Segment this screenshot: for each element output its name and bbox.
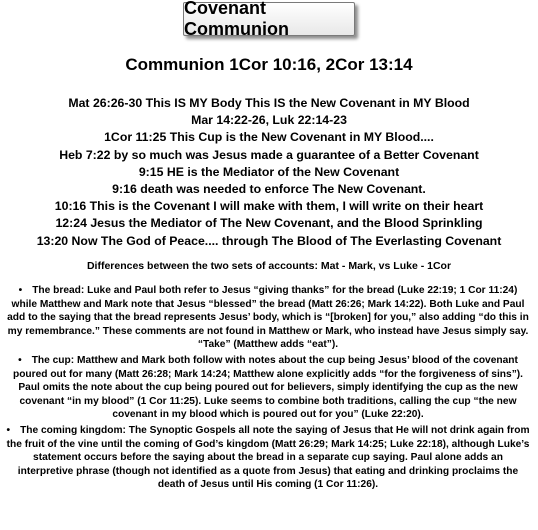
- list-item: [6, 424, 530, 492]
- bullet-icon: •: [18, 285, 23, 296]
- differences-list: [6, 284, 530, 494]
- differences-heading: Differences between the two sets of accounts: Mat - Mark, vs Luke - 1Cor: [86, 260, 452, 272]
- title-box: [183, 0, 355, 39]
- reference-line: 12:24 Jesus the Mediator of The New Covenant, and the Blood Sprinkling: [55, 216, 483, 231]
- bullet-text: The bread: Luke and Paul both refer to Jesus “giving thanks” for the bread (Luke 22:19; 1 Cor 11:24) while Matthew and Mark note that Jesus “blessed” the bread (Matt 26:26; Mark 14:22). Both Luke and Paul add to the saying that the bread represents Jesus’ body, which is “[broken] for you,” also adding “do this in my remembrance.” These comments are not found in Matthew or Mark, who instead have Jesus simply say. “Take” (Matthew adds “eat”).: [7, 285, 529, 351]
- reference-line: 13:20 Now The God of Peace.... through The Blood of The Everlasting Covenant: [36, 233, 502, 248]
- list-item: [6, 284, 530, 352]
- reference-line: 10:16 This is the Covenant I will make with them, I will write on their heart: [54, 199, 484, 214]
- bullet-text: The coming kingdom: The Synoptic Gospels all note the saying of Jesus that He will not drink again from the fruit of the vine until the coming of God’s kingdom (Matt 26:29; Mark 14:25; Luke 22:18), although Luke’s statement occurs before the saying about the bread in a separate cup saying. Paul alone adds an interpretive phrase (though not identified as a quote from Jesus) that eating and drinking proclaims the death of Jesus until His coming (1 Cor 11:26).: [6, 424, 530, 491]
- reference-line: Mar 14:22-26, Luk 22:14-23: [191, 113, 347, 128]
- reference-line: Heb 7:22 by so much was Jesus made a guarantee of a Better Covenant: [59, 147, 479, 162]
- bullet-text: The cup: Matthew and Mark both follow with notes about the cup being Jesus’ blood of the covenant poured out for many (Matt 26:28; Mark 14:24; Matthew alone explicitly adds “for the forgiveness of sins”). Paul omits the note about the cup being poured out for believers, simply identifying the cup as the new covenant “in my blood” (1 Cor 11:25). Luke seems to combine both traditions, calling the cup “the new covenant in my blood which is poured out for you” (Luke 22:20).: [12, 354, 524, 421]
- reference-line: Mat 26:26-30 This IS MY Body This IS the New Covenant in MY Blood: [68, 96, 470, 110]
- list-item: [6, 354, 530, 422]
- reference-line: 9:16 death was needed to enforce The New Covenant.: [112, 182, 426, 197]
- subtitle: Communion 1Cor 10:16, 2Cor 13:14: [125, 55, 413, 74]
- scripture-references: [0, 95, 538, 250]
- reference-line: 9:15 HE is the Mediator of the New Covenant: [138, 164, 400, 179]
- page-title: Covenant Communion: [184, 0, 289, 39]
- bullet-icon: •: [18, 354, 22, 366]
- reference-line: 1Cor 11:25 This Cup is the New Covenant in MY Blood....: [104, 130, 434, 145]
- bullet-icon: •: [6, 424, 11, 436]
